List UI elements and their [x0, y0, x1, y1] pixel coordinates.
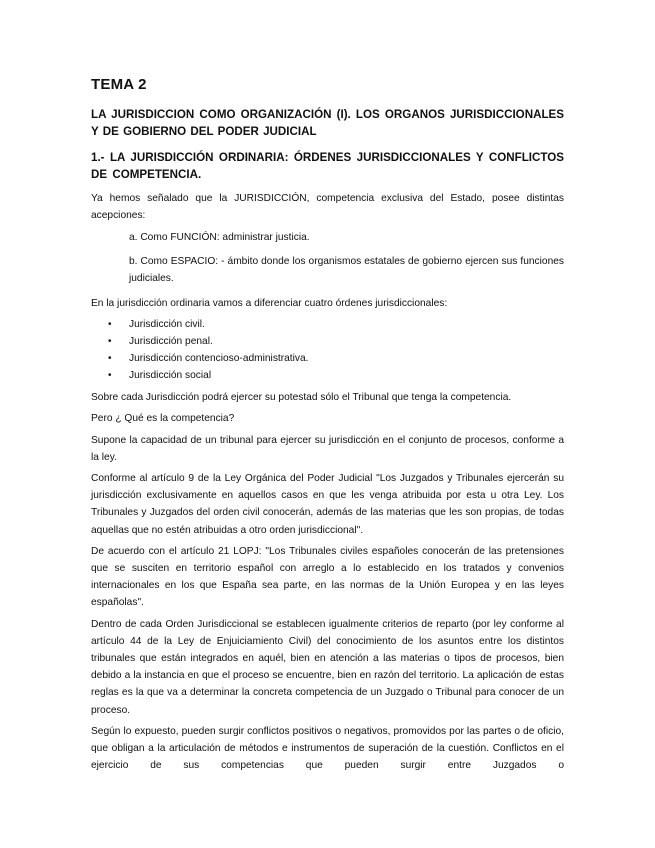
document-title: LA JURISDICCION COMO ORGANIZACIÓN (I). LOS ORGANOS JURISDICCIONALES Y DE GOBIERNO DEL PODER JUDICIAL: [91, 108, 564, 138]
definition-paragraph: Supone la capacidad de un tribunal para ejercer su jurisdicción en el conjunto de procesos, conforme a la ley.: [91, 434, 564, 463]
list-item: • Jurisdicción penal.: [91, 333, 564, 350]
art9-paragraph: Conforme al artículo 9 de la Ley Orgánica del Poder Judicial "Los Juzgados y Tribunales ejercerán su jurisdicción exclusivamente en aquellos casos en que les venga atribuida por esta u otra Ley. Los Tribunales y Juzgados del orden civil conocerán, además de las materias que les son propias, de todas aquellas que no estén atribuidas a otro orden jurisdiccional".: [91, 473, 564, 536]
ordenes-list: [91, 316, 564, 384]
bullet-icon: •: [108, 353, 112, 365]
acepcion-b: b. Como ESPACIO: - ámbito donde los organismos estatales de gobierno ejercen sus funciones judiciales.: [129, 255, 564, 284]
list-item: • Jurisdicción civil.: [91, 316, 564, 333]
conflictos-paragraph: Según lo expuesto, pueden surgir conflictos positivos o negativos, promovidos por las partes o de oficio, que obligan a la articulación de métodos e instrumentos de superación de la cuestión. Conflictos en el ejercicio de sus competencias que pueden surgir entre Juzgados o: [91, 725, 564, 772]
art21-paragraph: De acuerdo con el artículo 21 LOPJ: "Los Tribunales civiles españoles conocerán de las pretensiones que se susciten en territorio español con arreglo a lo establecido en los tratados y convenios internacionales en los que España sea parte, en las normas de la Unión Europea y en las leyes españolas".: [91, 545, 564, 609]
list-item: • Jurisdicción contencioso-administrativa.: [91, 350, 564, 367]
chapter-label: TEMA 2: [91, 76, 147, 93]
potestad-paragraph: Sobre cada Jurisdicción podrá ejercer su potestad sólo el Tribunal que tenga la competencia.: [91, 392, 512, 404]
ordenes-intro: En la jurisdicción ordinaria vamos a diferenciar cuatro órdenes jurisdiccionales:: [91, 298, 448, 310]
section-heading: 1.- LA JURISDICCIÓN ORDINARIA: ÓRDENES JURISDICCIONALES Y CONFLICTOS DE COMPETENCIA.: [91, 151, 564, 181]
bullet-icon: •: [108, 319, 112, 331]
intro-paragraph: Ya hemos señalado que la JURISDICCIÓN, competencia exclusiva del Estado, posee distintas acepciones:: [91, 193, 564, 222]
acepcion-a: a. Como FUNCIÓN: administrar justicia.: [129, 232, 310, 244]
bullet-icon: •: [108, 336, 112, 348]
document-body: [91, 76, 564, 778]
reparto-paragraph: Dentro de cada Orden Jurisdiccional se establecen igualmente criterios de reparto (por ley conforme al artículo 44 de la Ley de Enjuiciamiento Civil) del conocimiento de los asuntos entre los distintos tribunales que están integrados en aquél, bien en atención a las materias o tipos de procesos, bien debido a la instancia en que el proceso se encuentre, bien en razón del territorio. La aplicación de estas reglas es la que va a determinar la concreta competencia de un Juzgado o Tribunal para conocer de un proceso.: [91, 618, 564, 716]
question-paragraph: Pero ¿ Qué es la competencia?: [91, 413, 235, 425]
bullet-icon: •: [108, 370, 112, 382]
list-item: • Jurisdicción social: [91, 367, 564, 384]
